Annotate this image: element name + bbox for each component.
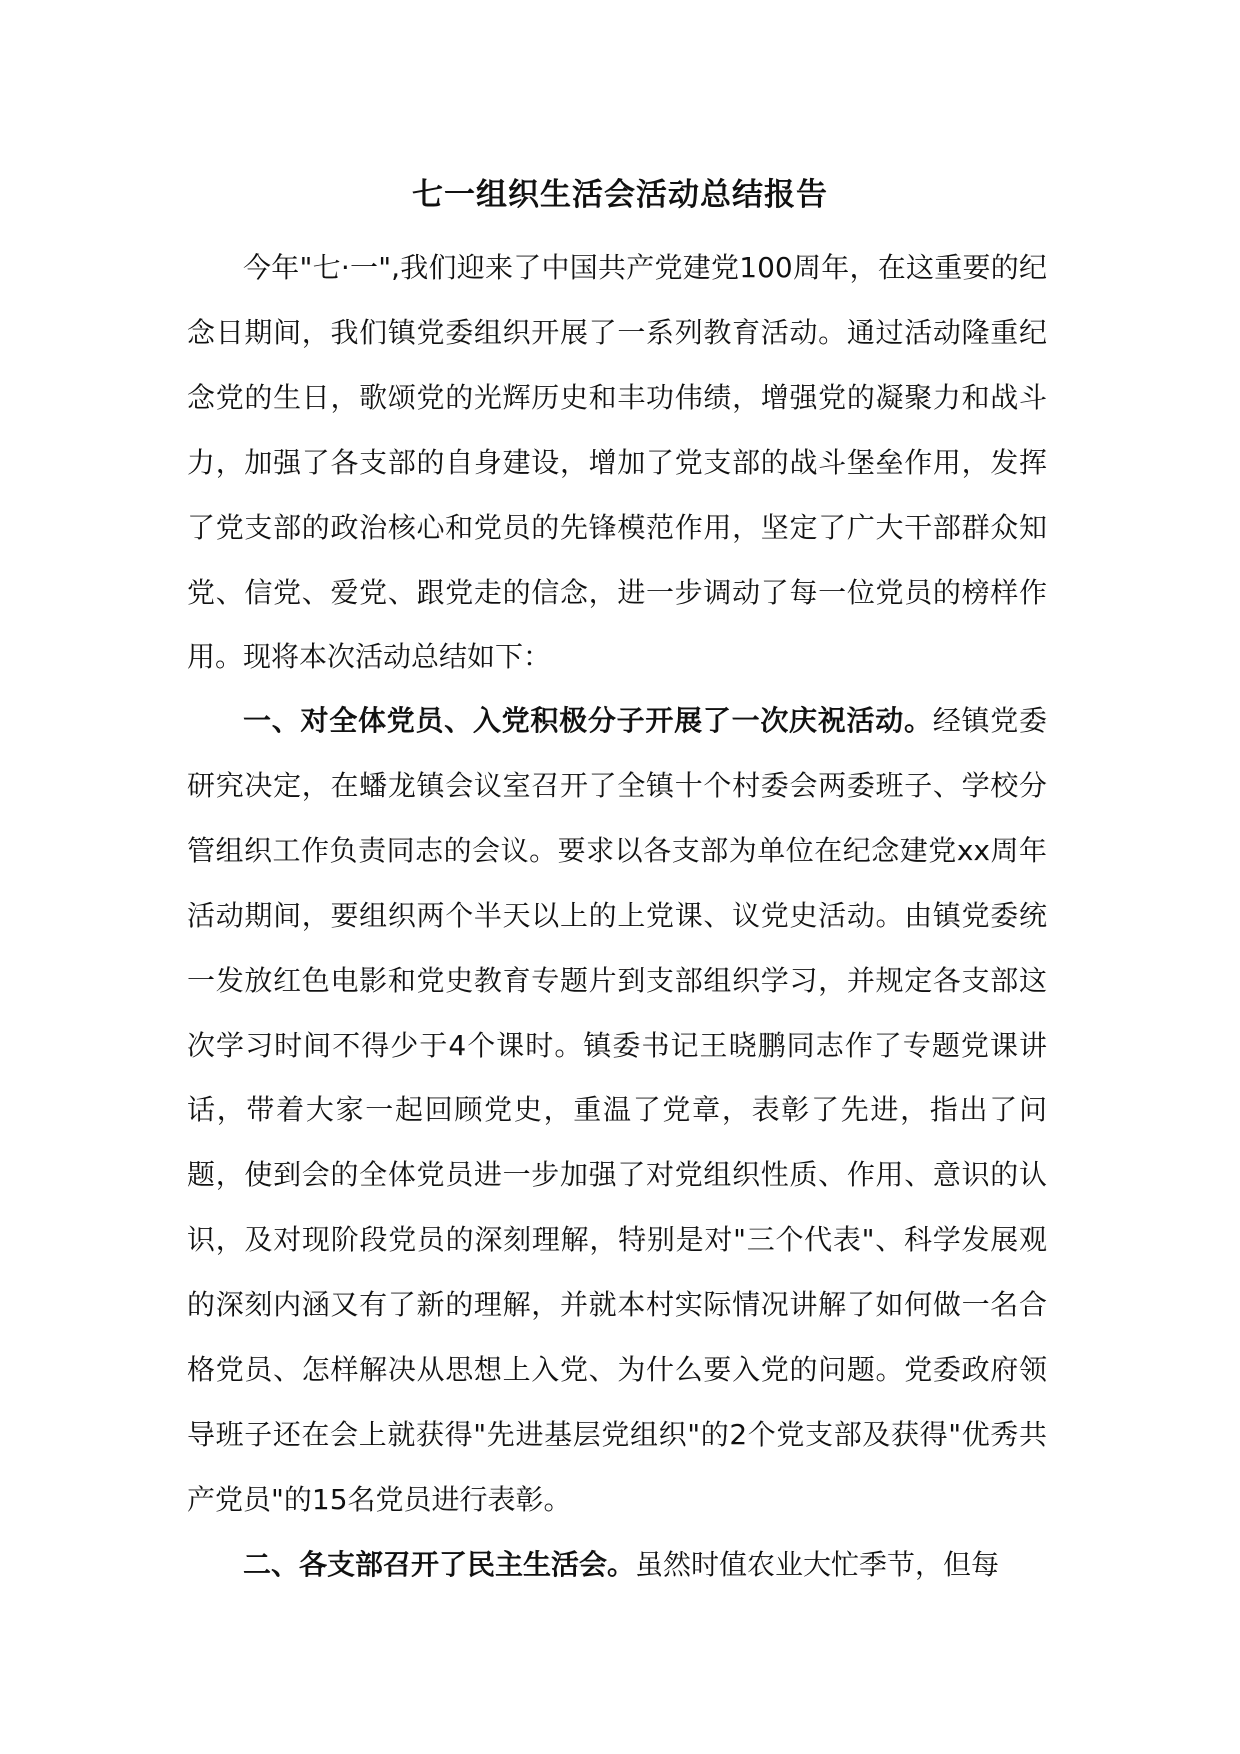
section-1-heading: 一、对全体党员、入党积极分子开展了一次庆祝活动。 [243,704,933,737]
paragraph-section-1 [187,689,1047,1533]
paragraph-intro-text: 今年"七·一",我们迎来了中国共产党建党100周年，在这重要的纪念日期间，我们镇党委组织开展了一系列教育活动。通过活动隆重纪念党的生日，歌颂党的光辉历史和丰功伟绩，增强党的凝聚力和战斗力，加强了各支部的自身建设，增加了党支部的战斗堡垒作用，发挥了党支部的政治核心和党员的先锋模范作用，坚定了广大干部群众知党、信党、爱党、跟党走的信念，进一步调动了每一位党员的榜样作用。现将本次活动总结如下： [187,251,1047,674]
section-2-text: 虽然时值农业大忙季节，但每 [635,1548,1000,1581]
document-title: 七一组织生活会活动总结报告 [412,177,828,213]
section-2-heading: 二、各支部召开了民主生活会。 [243,1548,636,1581]
section-1-text: 经镇党委研究决定，在蟠龙镇会议室召开了全镇十个村委会两委班子、学校分管组织工作负责同志的会议。要求以各支部为单位在纪念建党xx周年活动期间，要组织两个半天以上的上党课、议党史活动。由镇党委统一发放红色电影和党史教育专题片到支部组织学习，并规定各支部这次学习时间不得少于4个课时。镇委书记王晓鹏同志作了专题党课讲话，带着大家一起回顾党史，重温了党章，表彰了先进，指出了问题，使到会的全体党员进一步加强了对党组织性质、作用、意识的认识，及对现阶段党员的深刻理解，特别是对"三个代表"、科学发展观的深刻内涵又有了新的理解，并就本村实际情况讲解了如何做一名合格党员、怎样解决从思想上入党、为什么要入党的问题。党委政府领导班子还在会上就获得"先进基层党组织"的2个党支部及获得"优秀共产党员"的15名党员进行表彰。 [187,704,1047,1516]
paragraph-intro [187,236,1047,690]
paragraph-section-2 [187,1533,1047,1598]
